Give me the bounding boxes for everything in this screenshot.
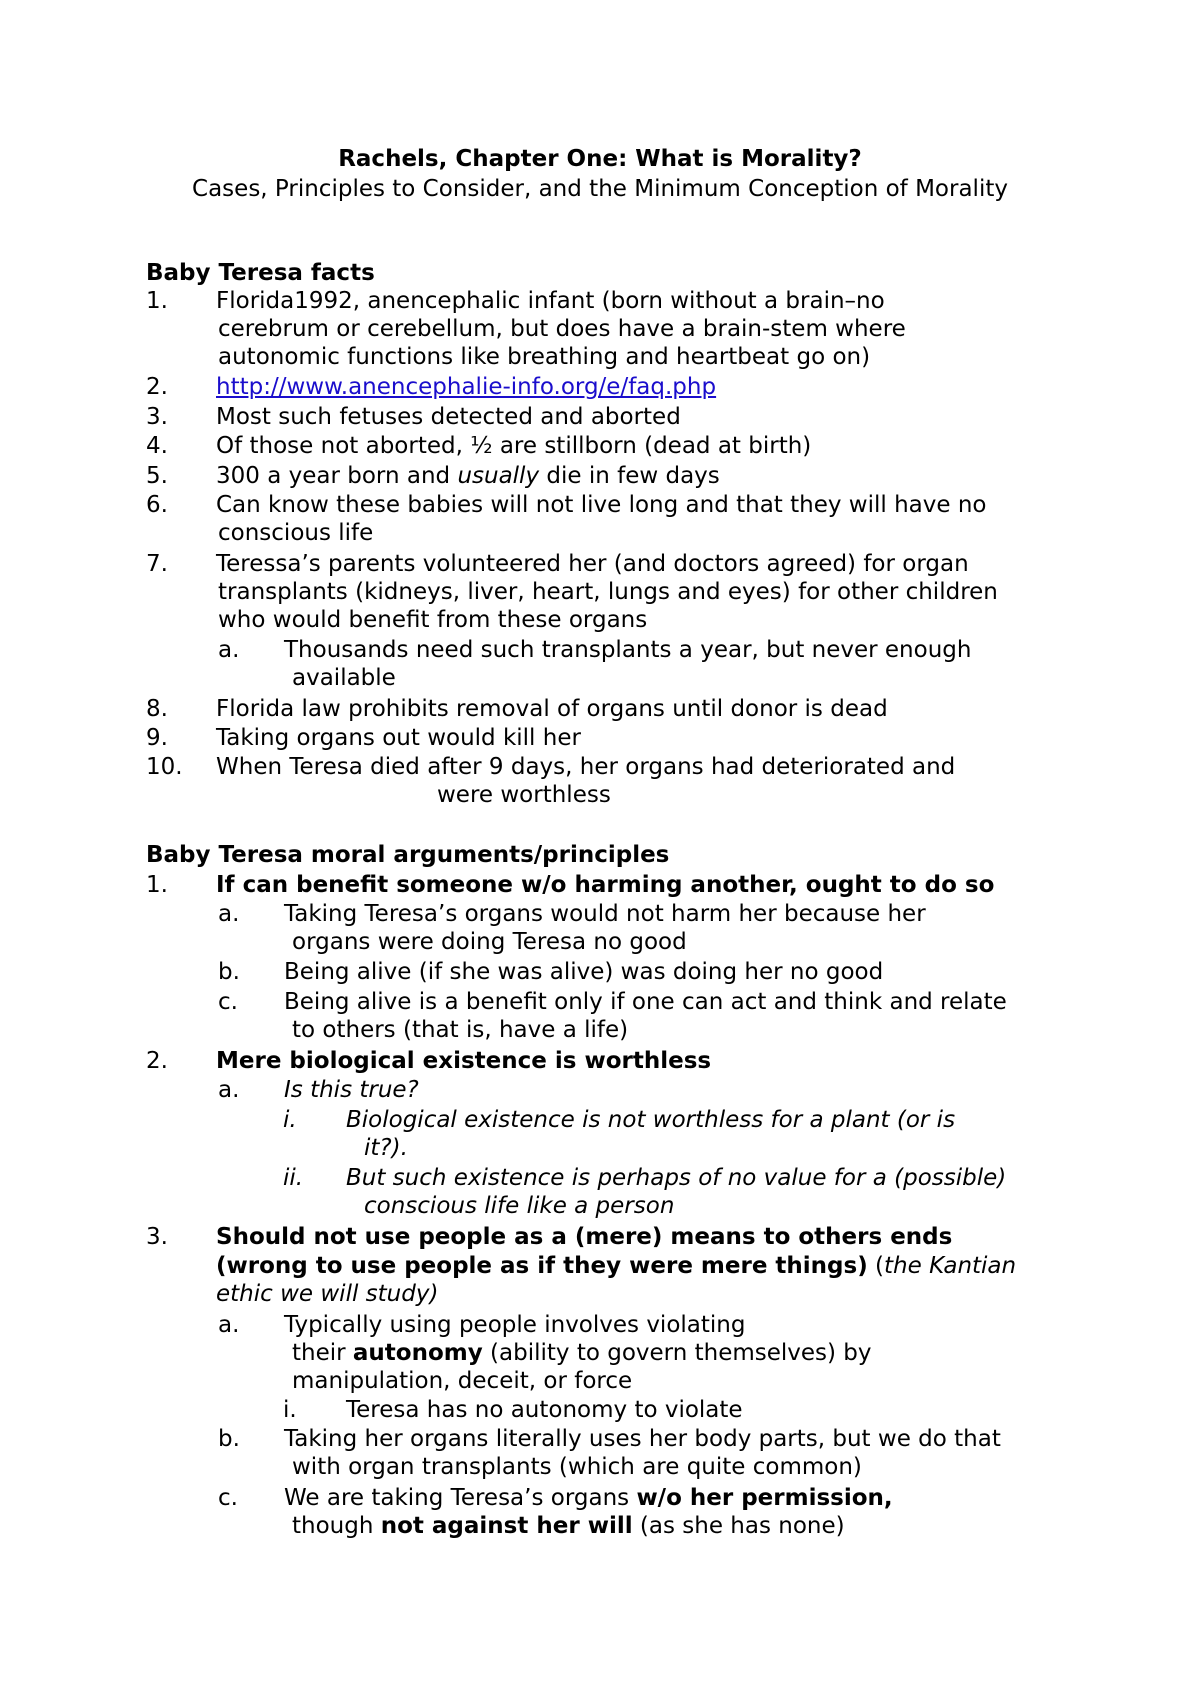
list-number: 6.: [146, 492, 168, 518]
principle: ethic we will study): [216, 1281, 439, 1307]
list-item: Taking organs out would kill her: [216, 725, 581, 751]
list-number: 10.: [146, 754, 183, 780]
list-item: Being alive is a benefit only if one can act and think and relate: [284, 989, 1007, 1015]
list-item: to others (that is, have a life): [292, 1017, 629, 1043]
list-letter: a.: [218, 1077, 240, 1103]
list-item: When Teresa died after 9 days, her organs had deteriorated and: [216, 754, 956, 780]
list-item: Typically using people involves violating: [284, 1312, 746, 1338]
list-number: 2.: [146, 374, 168, 400]
principle: If can benefit someone w/o harming another, ought to do so: [216, 872, 995, 898]
list-item: Biological existence is not worthless for a plant (or is: [346, 1107, 956, 1133]
list-item: with organ transplants (which are quite common): [292, 1454, 862, 1480]
list-roman: i.: [283, 1107, 297, 1133]
arguments-heading: Baby Teresa moral arguments/principles: [146, 842, 670, 868]
list-item: Can know these babies will not live long and that they will have no: [216, 492, 987, 518]
list-letter: a.: [218, 901, 240, 927]
list-item: it?).: [364, 1135, 408, 1161]
list-item: We are taking Teresa’s organs w/o her permission,: [284, 1485, 893, 1511]
list-item: But such existence is perhaps of no value for a (possible): [346, 1165, 1007, 1191]
list-number: 7.: [146, 551, 168, 577]
list-roman: i.: [283, 1397, 297, 1423]
list-item: who would benefit from these organs: [218, 607, 648, 633]
list-item: organs were doing Teresa no good: [292, 929, 687, 955]
list-letter: a.: [218, 1312, 240, 1338]
list-number: 2.: [146, 1048, 168, 1074]
list-item: Is this true?: [284, 1077, 419, 1103]
list-number: 3.: [146, 404, 168, 430]
facts-heading: Baby Teresa facts: [146, 260, 375, 286]
list-item: conscious life like a person: [364, 1193, 675, 1219]
principle: (wrong to use people as if they were mere things) (the Kantian: [216, 1253, 1017, 1279]
list-letter: c.: [218, 1485, 238, 1511]
list-item: Of those not aborted, ½ are stillborn (dead at birth): [216, 433, 812, 459]
page-subtitle: Cases, Principles to Consider, and the Minimum Conception of Morality: [192, 176, 1008, 202]
list-item: available: [292, 665, 396, 691]
list-item: Most such fetuses detected and aborted: [216, 404, 681, 430]
list-letter: c.: [218, 989, 238, 1015]
list-number: 9.: [146, 725, 168, 751]
page-title: Rachels, Chapter One: What is Morality?: [338, 146, 862, 172]
principle: Should not use people as a (mere) means to others ends: [216, 1224, 953, 1250]
list-item: Being alive (if she was alive) was doing her no good: [284, 959, 884, 985]
faq-link[interactable]: http://www.anencephalie-info.org/e/faq.php: [216, 374, 717, 400]
list-item: Thousands need such transplants a year, but never enough: [284, 637, 972, 663]
list-item: though not against her will (as she has none): [292, 1513, 845, 1539]
list-item: their autonomy (ability to govern themselves) by: [292, 1340, 872, 1366]
list-number: 8.: [146, 696, 168, 722]
list-item: manipulation, deceit, or force: [292, 1368, 633, 1394]
list-number: 4.: [146, 433, 168, 459]
list-roman: ii.: [283, 1165, 304, 1191]
list-item: Teressa’s parents volunteered her (and doctors agreed) for organ: [216, 551, 969, 577]
list-number: 5.: [146, 463, 168, 489]
principle: Mere biological existence is worthless: [216, 1048, 712, 1074]
list-item: cerebrum or cerebellum, but does have a brain-stem where: [218, 316, 906, 342]
list-item: Teresa has no autonomy to violate: [346, 1397, 743, 1423]
list-item: transplants (kidneys, liver, heart, lungs and eyes) for other children: [218, 579, 998, 605]
list-item: Florida1992, anencephalic infant (born without a brain–no: [216, 288, 885, 314]
list-item: conscious life: [218, 520, 374, 546]
list-item: were worthless: [437, 782, 611, 808]
list-number: 1.: [146, 872, 168, 898]
list-letter: b.: [218, 959, 240, 985]
list-item: Taking Teresa’s organs would not harm her because her: [284, 901, 926, 927]
list-item: 300 a year born and usually die in few days: [216, 463, 720, 489]
list-letter: a.: [218, 637, 240, 663]
list-item: Taking her organs literally uses her body parts, but we do that: [284, 1426, 1001, 1452]
list-item: Florida law prohibits removal of organs until donor is dead: [216, 696, 888, 722]
list-number: 3.: [146, 1224, 168, 1250]
list-letter: b.: [218, 1426, 240, 1452]
list-item: autonomic functions like breathing and heartbeat go on): [218, 344, 871, 370]
list-number: 1.: [146, 288, 168, 314]
